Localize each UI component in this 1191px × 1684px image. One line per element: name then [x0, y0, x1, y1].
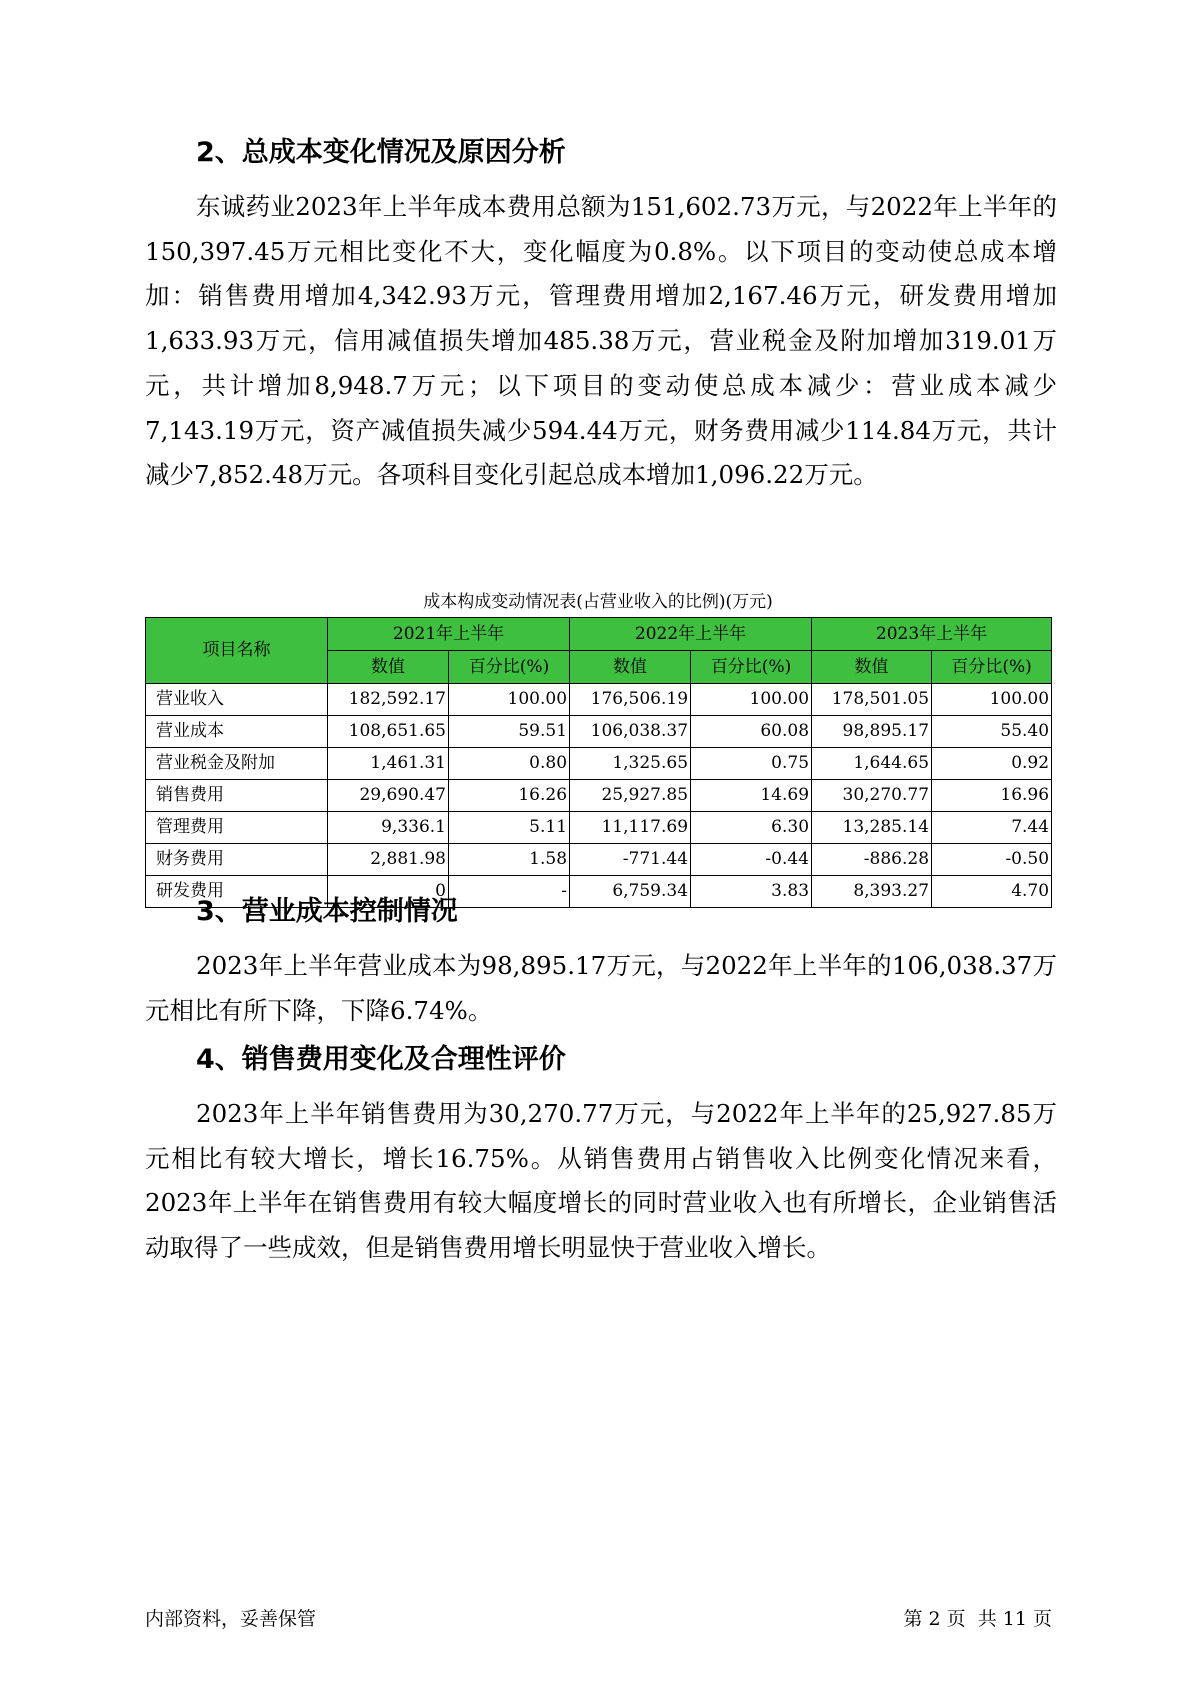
section-2-heading: 2、总成本变化情况及原因分析 — [196, 137, 566, 168]
period-header: 2023年上半年 — [812, 618, 1052, 651]
percent-cell: 14.69 — [691, 780, 812, 812]
percent-header: 百分比(%) — [449, 651, 570, 684]
percent-cell: 100.00 — [449, 684, 570, 716]
item-name-header: 项目名称 — [146, 618, 328, 684]
period-header: 2022年上半年 — [570, 618, 812, 651]
percent-cell: 16.26 — [449, 780, 570, 812]
row-item-name: 营业税金及附加 — [146, 748, 328, 780]
value-cell: 0 — [328, 876, 449, 908]
percent-cell: 55.40 — [932, 716, 1052, 748]
row-item-name: 财务费用 — [146, 844, 328, 876]
percent-cell: 3.83 — [691, 876, 812, 908]
table-row — [146, 844, 1052, 876]
percent-cell: 7.44 — [932, 812, 1052, 844]
table-row — [146, 716, 1052, 748]
footer-confidential-note: 内部资料，妥善保管 — [145, 1608, 317, 1630]
value-cell: 30,270.77 — [812, 780, 932, 812]
value-cell: 176,506.19 — [570, 684, 691, 716]
percent-cell: -0.50 — [932, 844, 1052, 876]
value-cell: 29,690.47 — [328, 780, 449, 812]
table-header — [146, 618, 1052, 684]
row-item-name: 营业收入 — [146, 684, 328, 716]
value-cell: 8,393.27 — [812, 876, 932, 908]
value-cell: 1,461.31 — [328, 748, 449, 780]
value-cell: 9,336.1 — [328, 812, 449, 844]
table-body — [146, 684, 1052, 908]
value-cell: 13,285.14 — [812, 812, 932, 844]
row-item-name: 管理费用 — [146, 812, 328, 844]
cost-structure-table — [145, 617, 1052, 908]
percent-cell: 0.80 — [449, 748, 570, 780]
value-cell: 6,759.34 — [570, 876, 691, 908]
value-header: 数值 — [812, 651, 932, 684]
row-item-name: 营业成本 — [146, 716, 328, 748]
value-header: 数值 — [328, 651, 449, 684]
value-cell: 2,881.98 — [328, 844, 449, 876]
section-3-heading: 3、营业成本控制情况 — [196, 896, 458, 927]
value-cell: 1,644.65 — [812, 748, 932, 780]
value-cell: 1,325.65 — [570, 748, 691, 780]
value-cell: 178,501.05 — [812, 684, 932, 716]
percent-cell: 5.11 — [449, 812, 570, 844]
value-cell: -886.28 — [812, 844, 932, 876]
row-item-name: 销售费用 — [146, 780, 328, 812]
percent-cell: 0.75 — [691, 748, 812, 780]
section-4-heading: 4、销售费用变化及合理性评价 — [196, 1044, 566, 1075]
percent-cell: 60.08 — [691, 716, 812, 748]
table-caption: 成本构成变动情况表(占营业收入的比例)(万元) — [423, 592, 773, 612]
value-cell: 98,895.17 — [812, 716, 932, 748]
percent-cell: 0.92 — [932, 748, 1052, 780]
value-cell: 25,927.85 — [570, 780, 691, 812]
value-cell: 106,038.37 — [570, 716, 691, 748]
value-cell: 182,592.17 — [328, 684, 449, 716]
percent-cell: -0.44 — [691, 844, 812, 876]
percent-cell: 4.70 — [932, 876, 1052, 908]
value-cell: 11,117.69 — [570, 812, 691, 844]
value-cell: 108,651.65 — [328, 716, 449, 748]
row-item-name: 研发费用 — [146, 876, 328, 908]
section-2-paragraph: 东诚药业2023年上半年成本费用总额为151,602.73万元，与2022年上半年的150,397.45万元相比变化不大，变化幅度为0.8%。以下项目的变动使总成本增加：销售费用增加4,342.93万元，管理费用增加2,167.46万元，研发费用增加1,633.93万元，信用减值损失增加485.38万元，营业税金及附加增加319.01万元，共计增加8,948.7万元；以下项目的变动使总成本减少：营业成本减少7,143.19万元，资产减值损失减少594.44万元，财务费用减少114.84万元，共计减少7,852.48万元。各项科目变化引起总成本增加1,096.22万元。 — [145, 192, 1057, 490]
table-row — [146, 780, 1052, 812]
percent-cell: 100.00 — [691, 684, 812, 716]
section-4-paragraph: 2023年上半年销售费用为30,270.77万元，与2022年上半年的25,927.85万元相比有较大增长，增长16.75%。从销售费用占销售收入比例变化情况来看，2023年上半年在销售费用有较大幅度增长的同时营业收入也有所增长，企业销售活动取得了一些成效，但是销售费用增长明显快于营业收入增长。 — [145, 1099, 1057, 1263]
percent-cell: 100.00 — [932, 684, 1052, 716]
period-header: 2021年上半年 — [328, 618, 570, 651]
percent-cell: 16.96 — [932, 780, 1052, 812]
percent-header: 百分比(%) — [932, 651, 1052, 684]
percent-cell: 59.51 — [449, 716, 570, 748]
percent-cell: 1.58 — [449, 844, 570, 876]
percent-header: 百分比(%) — [691, 651, 812, 684]
section-3-paragraph: 2023年上半年营业成本为98,895.17万元，与2022年上半年的106,038.37万元相比有所下降，下降6.74%。 — [145, 951, 1057, 1025]
footer-page-number: 第 2 页 共 11 页 — [903, 1608, 1052, 1630]
percent-cell: 6.30 — [691, 812, 812, 844]
percent-cell: - — [449, 876, 570, 908]
table-row — [146, 684, 1052, 716]
table-row — [146, 812, 1052, 844]
value-cell: -771.44 — [570, 844, 691, 876]
value-header: 数值 — [570, 651, 691, 684]
table-row — [146, 748, 1052, 780]
